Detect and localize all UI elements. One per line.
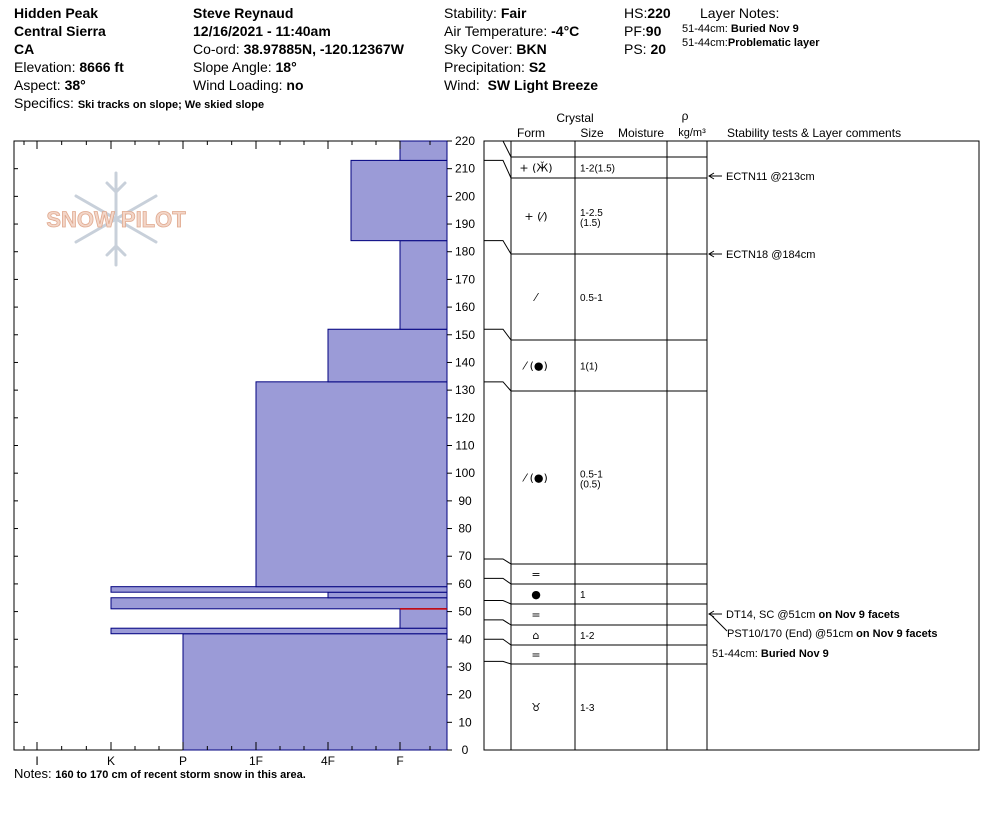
stability-test-3: PST10/170 (End) @51cm on Nov 9 facets <box>727 628 938 640</box>
hardness-bar-9 <box>351 160 447 240</box>
grain-size-avg: (0.5) <box>580 479 601 491</box>
grain-form-symbol: ⁄ (●) <box>524 359 548 373</box>
y-tick-label: 140 <box>454 355 476 370</box>
hardness-bar-6 <box>256 382 447 587</box>
layer-note-1: 51-44cm: Buried Nov 9 <box>682 23 799 35</box>
test-arrow <box>712 616 727 631</box>
specifics: Specifics: Ski tracks on slope; We skied slope <box>14 95 265 111</box>
y-tick-label: 100 <box>454 466 476 481</box>
pf-value: PF:90 <box>624 23 662 39</box>
density-unit-header: kg/m³ <box>678 127 706 139</box>
grain-size: 1-2.5 <box>580 208 603 219</box>
crystal-header: Crystal <box>556 111 594 125</box>
layer-connector <box>484 160 511 178</box>
y-tick-label: 130 <box>454 383 476 398</box>
x-tick-label: 1F <box>248 754 264 768</box>
y-tick-label: 30 <box>458 659 472 674</box>
mountain-range: Central Sierra <box>14 23 106 39</box>
slope-angle: Slope Angle: 18° <box>193 59 297 75</box>
y-tick-label: 150 <box>454 327 476 342</box>
layer-connector <box>484 559 511 564</box>
y-tick-label: 10 <box>458 715 472 730</box>
hs-value: HS:220 <box>624 5 671 21</box>
y-tick-label: 50 <box>458 604 472 619</box>
y-tick-label: 80 <box>458 521 472 536</box>
y-tick-label: 160 <box>454 300 476 315</box>
layer-comment: 51-44cm: Buried Nov 9 <box>712 648 829 660</box>
grain-form-symbol: + (⁄) <box>524 210 548 223</box>
layer-connector <box>484 620 511 625</box>
grain-size: 0.5-1 <box>580 469 603 481</box>
grain-size: 1-2 <box>580 631 595 642</box>
y-tick-label: 220 <box>454 134 476 148</box>
stability-test-2: DT14, SC @51cm on Nov 9 facets <box>726 609 900 621</box>
air-temperature: Air Temperature: -4°C <box>444 23 580 39</box>
rho-header: ρ <box>681 109 689 123</box>
hardness-bar-2 <box>400 609 447 628</box>
layer-connector <box>484 661 511 664</box>
grain-form-symbol: + (Ӂ) <box>519 161 553 175</box>
layer-notes-title: Layer Notes: <box>700 5 780 21</box>
x-tick-label: F <box>396 754 404 768</box>
ps-value: PS: 20 <box>624 41 667 57</box>
x-tick-label: K <box>106 754 116 768</box>
observer: Steve Reynaud <box>193 5 294 21</box>
datetime: 12/16/2021 - 11:40am <box>193 23 331 39</box>
x-tick-label: P <box>178 754 188 768</box>
y-tick-label: 200 <box>454 189 476 204</box>
size-header: Size <box>580 126 604 140</box>
y-tick-label: 190 <box>454 217 476 232</box>
grain-size-avg: (1.5) <box>580 218 601 229</box>
precipitation: Precipitation: S2 <box>444 59 546 75</box>
hardness-bar-10 <box>400 141 447 160</box>
grain-size: 0.5-1 <box>580 293 603 304</box>
location-name: Hidden Peak <box>14 5 99 21</box>
watermark-text: SNOW PILOT <box>46 207 186 232</box>
wind: Wind: SW Light Breeze <box>444 77 599 93</box>
grain-size: 1(1) <box>580 361 598 373</box>
hardness-bar-3 <box>111 598 447 609</box>
layer-connector <box>484 639 511 645</box>
y-tick-label: 40 <box>458 632 472 647</box>
y-tick-label: 70 <box>458 549 472 564</box>
layer-connector <box>484 241 511 254</box>
hardness-bar-4 <box>328 592 447 598</box>
hardness-bar-7 <box>328 329 447 382</box>
grain-size: 1-2(1.5) <box>580 163 616 175</box>
grain-form-symbol: = <box>531 568 541 581</box>
grain-form-symbol: ● <box>531 588 541 601</box>
y-tick-label: 20 <box>458 687 472 702</box>
hardness-bar-8 <box>400 241 447 330</box>
grain-size: 1-3 <box>580 703 595 714</box>
layer-note-2: 51-44cm:Problematic layer <box>682 37 820 49</box>
grain-size: 1 <box>580 590 586 601</box>
layer-connector <box>484 141 511 157</box>
grain-form-symbol: ⁄ <box>535 291 537 304</box>
grain-form-symbol: = <box>531 608 541 622</box>
form-header: Form <box>517 126 545 140</box>
x-tick-label: 4F <box>320 754 336 768</box>
snowpilot-watermark <box>46 173 186 265</box>
hardness-bar-5 <box>111 587 447 593</box>
stability-header: Stability tests & Layer comments <box>727 126 902 140</box>
layer-connector <box>484 329 511 340</box>
grain-form-symbol: ⌂ <box>532 629 540 642</box>
y-tick-label: 120 <box>454 410 476 425</box>
stability-test-0: ECTN11 @213cm <box>726 171 815 183</box>
moisture-header: Moisture <box>617 126 665 140</box>
grain-form-symbol: ⁄ (●) <box>524 471 548 485</box>
sky-cover: Sky Cover: BKN <box>444 41 547 57</box>
x-tick-label: I <box>35 754 39 768</box>
coordinates: Co-ord: 38.97885N, -120.12367W <box>193 41 404 57</box>
y-tick-label: 110 <box>455 438 475 453</box>
aspect: Aspect: 38° <box>14 77 86 93</box>
y-tick-label: 210 <box>454 161 476 176</box>
hardness-bar-1 <box>111 628 447 634</box>
y-tick-label: 0 <box>461 743 469 757</box>
wind-loading: Wind Loading: no <box>193 77 304 93</box>
grain-form-symbol: = <box>531 648 541 662</box>
grain-form-symbol: ♉ <box>531 701 541 714</box>
state: CA <box>14 41 35 57</box>
elevation: Elevation: 8666 ft <box>14 59 124 75</box>
y-tick-label: 60 <box>458 576 472 591</box>
layer-connector <box>484 382 511 391</box>
layer-connector <box>484 578 511 584</box>
y-tick-label: 170 <box>454 272 476 287</box>
stability-test-1: ECTN18 @184cm <box>726 249 816 261</box>
layer-connector <box>484 601 511 604</box>
notes: Notes: 160 to 170 cm of recent storm snow in this area. <box>14 766 306 781</box>
y-tick-label: 90 <box>458 493 472 508</box>
stability: Stability: Fair <box>444 5 527 21</box>
hardness-bar-0 <box>183 634 447 750</box>
y-tick-label: 180 <box>454 244 476 259</box>
